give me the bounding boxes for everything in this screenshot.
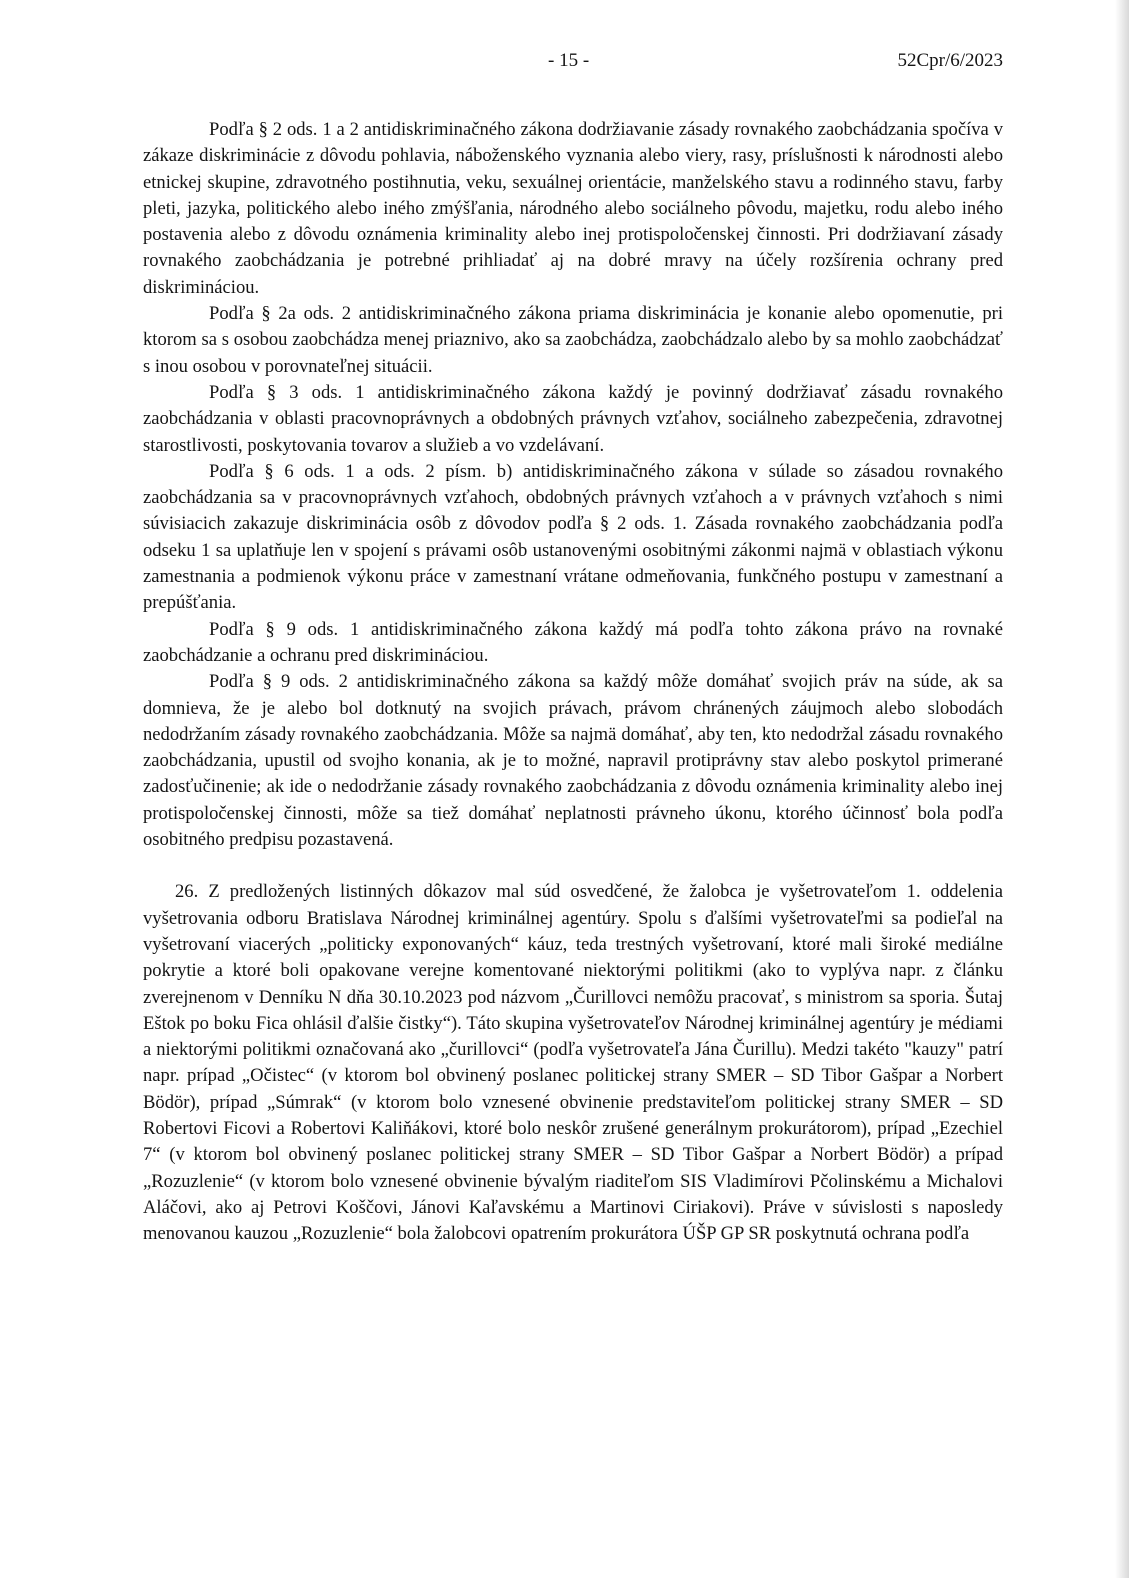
document-body <box>143 117 1003 1247</box>
paragraph-section-3: Podľa § 3 ods. 1 antidiskriminačného zákona každý je povinný dodržiavať zásadu rovnakého zaobchádzania v oblasti pracovnoprávnych a obdobných právnych vzťahov, sociálneho zabezpečenia, zdravotnej starostlivosti, poskytovania tovarov a služieb a vo vzdelávaní. <box>143 381 1003 456</box>
paragraph-section-2a: Podľa § 2a ods. 2 antidiskriminačného zákona priama diskriminácia je konanie alebo opomenutie, pri ktorom sa s osobou zaobchádza menej priaznivo, ako sa zaobchádza, zaobchádzalo alebo by sa mohlo zaobchádzať s inou osobou v porovnateľnej situácii. <box>143 303 1003 377</box>
page-header <box>0 50 1129 74</box>
page-number: - 15 - <box>548 50 590 71</box>
paragraph-section-2: Podľa § 2 ods. 1 a 2 antidiskriminačného zákona dodržiavanie zásady rovnakého zaobchádzania spočíva v zákaze diskriminácie z dôvodu pohlavia, náboženského vyznania alebo viery, rasy, príslušnosti k národnosti alebo etnickej skupine, zdravotného postihnutia, veku, sexuálnej orientácie, manželského stavu a rodinného stavu, farby pleti, jazyka, politického alebo iného zmýšľania, národného alebo sociálneho pôvodu, majetku, rodu alebo iného postavenia alebo z dôvodu oznámenia kriminality alebo inej protispoločenskej činnosti. Pri dodržiavaní zásady rovnakého zaobchádzania je potrebné prihliadať aj na dobré mravy na účely rozšírenia ochrany pred diskrimináciou. <box>143 119 1003 298</box>
file-number: 52Cpr/6/2023 <box>897 50 1003 71</box>
paragraph-section-6: Podľa § 6 ods. 1 a ods. 2 písm. b) antidiskriminačného zákona v súlade so zásadou rovnakého zaobchádzania sa v pracovnoprávnych vzťahoch, obdobných právnych vzťahoch a v právnych vzťahoch s nimi súvisiacich zakazuje diskriminácia osôb z dôvodov podľa § 2 ods. 1. Zásada rovnakého zaobchádzania podľa odseku 1 sa uplatňuje len v spojení s právami osôb ustanovenými osobitnými zákonmi najmä v oblastiach výkonu zamestnania a podmienok výkonu práce v zamestnaní vrátane odmeňovania, funkčného postupu v zamestnaní a prepúšťania. <box>143 460 1003 614</box>
paragraph-section-9-1: Podľa § 9 ods. 1 antidiskriminačného zákona každý má podľa tohto zákona právo na rovnaké zaobchádzanie a ochranu pred diskrimináciou. <box>143 618 1003 666</box>
numbered-paragraph-26: 26. Z predložených listinných dôkazov mal súd osvedčené, že žalobca je vyšetrovateľom 1. oddelenia vyšetrovania odboru Bratislava Národnej kriminálnej agentúry. Spolu s ďalšími vyšetrovateľmi sa podieľal na vyšetrovaní viacerých „politicky exponovaných“ káuz, teda trestných vyšetrovaní, ktoré mali široké mediálne pokrytie a ktoré boli opakovane verejne komentované niektorými politikmi (ako to vyplýva napr. z článku zverejnenom v Denníku N dňa 30.10.2023 pod názvom „Čurillovci nemôžu pracovať, s ministrom sa sporia. Šutaj Eštok po boku Fica ohlásil ďalšie čistky“). Táto skupina vyšetrovateľov Národnej kriminálnej agentúry je médiami a niektorými politikmi označovaná ako „čurillovci“ (podľa vyšetrovateľa Jána Čurillu). Medzi takéto "kauzy" patrí napr. prípad „Očistec“ (v ktorom bol obvinený poslanec politickej strany SMER – SD Tibor Gašpar a Norbert Bödör), prípad „Súmrak“ (v ktorom bolo vznesené obvinenie predstaviteľom politickej strany SMER – SD Robertovi Ficovi a Robertovi Kaliňákovi, ktoré bolo neskôr zrušené generálnym prokurátorom), prípad „Ezechiel 7“ (v ktorom bol obvinený poslanec politickej strany SMER – SD Tibor Gašpar a Norbert Bödör) a prípad „Rozuzlenie“ (v ktorom bolo vznesené obvinenie bývalým riaditeľom SIS Vladimírovi Pčolinskému a Michalovi Aláčovi, ako aj Petrovi Koščovi, Jánovi Kaľavskému a Martinovi Ciriakovi). Práve v súvislosti s naposledy menovanou kauzou „Rozuzlenie“ bola žalobcovi opatrením prokurátora ÚŠP GP SR poskytnutá ochrana podľa <box>143 881 1003 1245</box>
page-edge-shadow <box>1115 0 1129 1578</box>
paragraph-section-9-2: Podľa § 9 ods. 2 antidiskriminačného zákona sa každý môže domáhať svojich práv na súde, ak sa domnieva, že je alebo bol dotknutý na svojich právach, právom chránených záujmoch alebo slobodách nedodržaním zásady rovnakého zaobchádzania. Môže sa najmä domáhať, aby ten, kto nedodržal zásadu rovnakého zaobchádzania, upustil od svojho konania, ak je to možné, napravil protiprávny stav alebo poskytol primerané zadosťučinenie; ak ide o nedodržanie zásady rovnakého zaobchádzania z dôvodu oznámenia kriminality alebo inej protispoločenskej činnosti, môže sa tiež domáhať neplatnosti právneho úkonu, ktorého účinnosť bola podľa osobitného predpisu pozastavená. <box>143 671 1003 851</box>
